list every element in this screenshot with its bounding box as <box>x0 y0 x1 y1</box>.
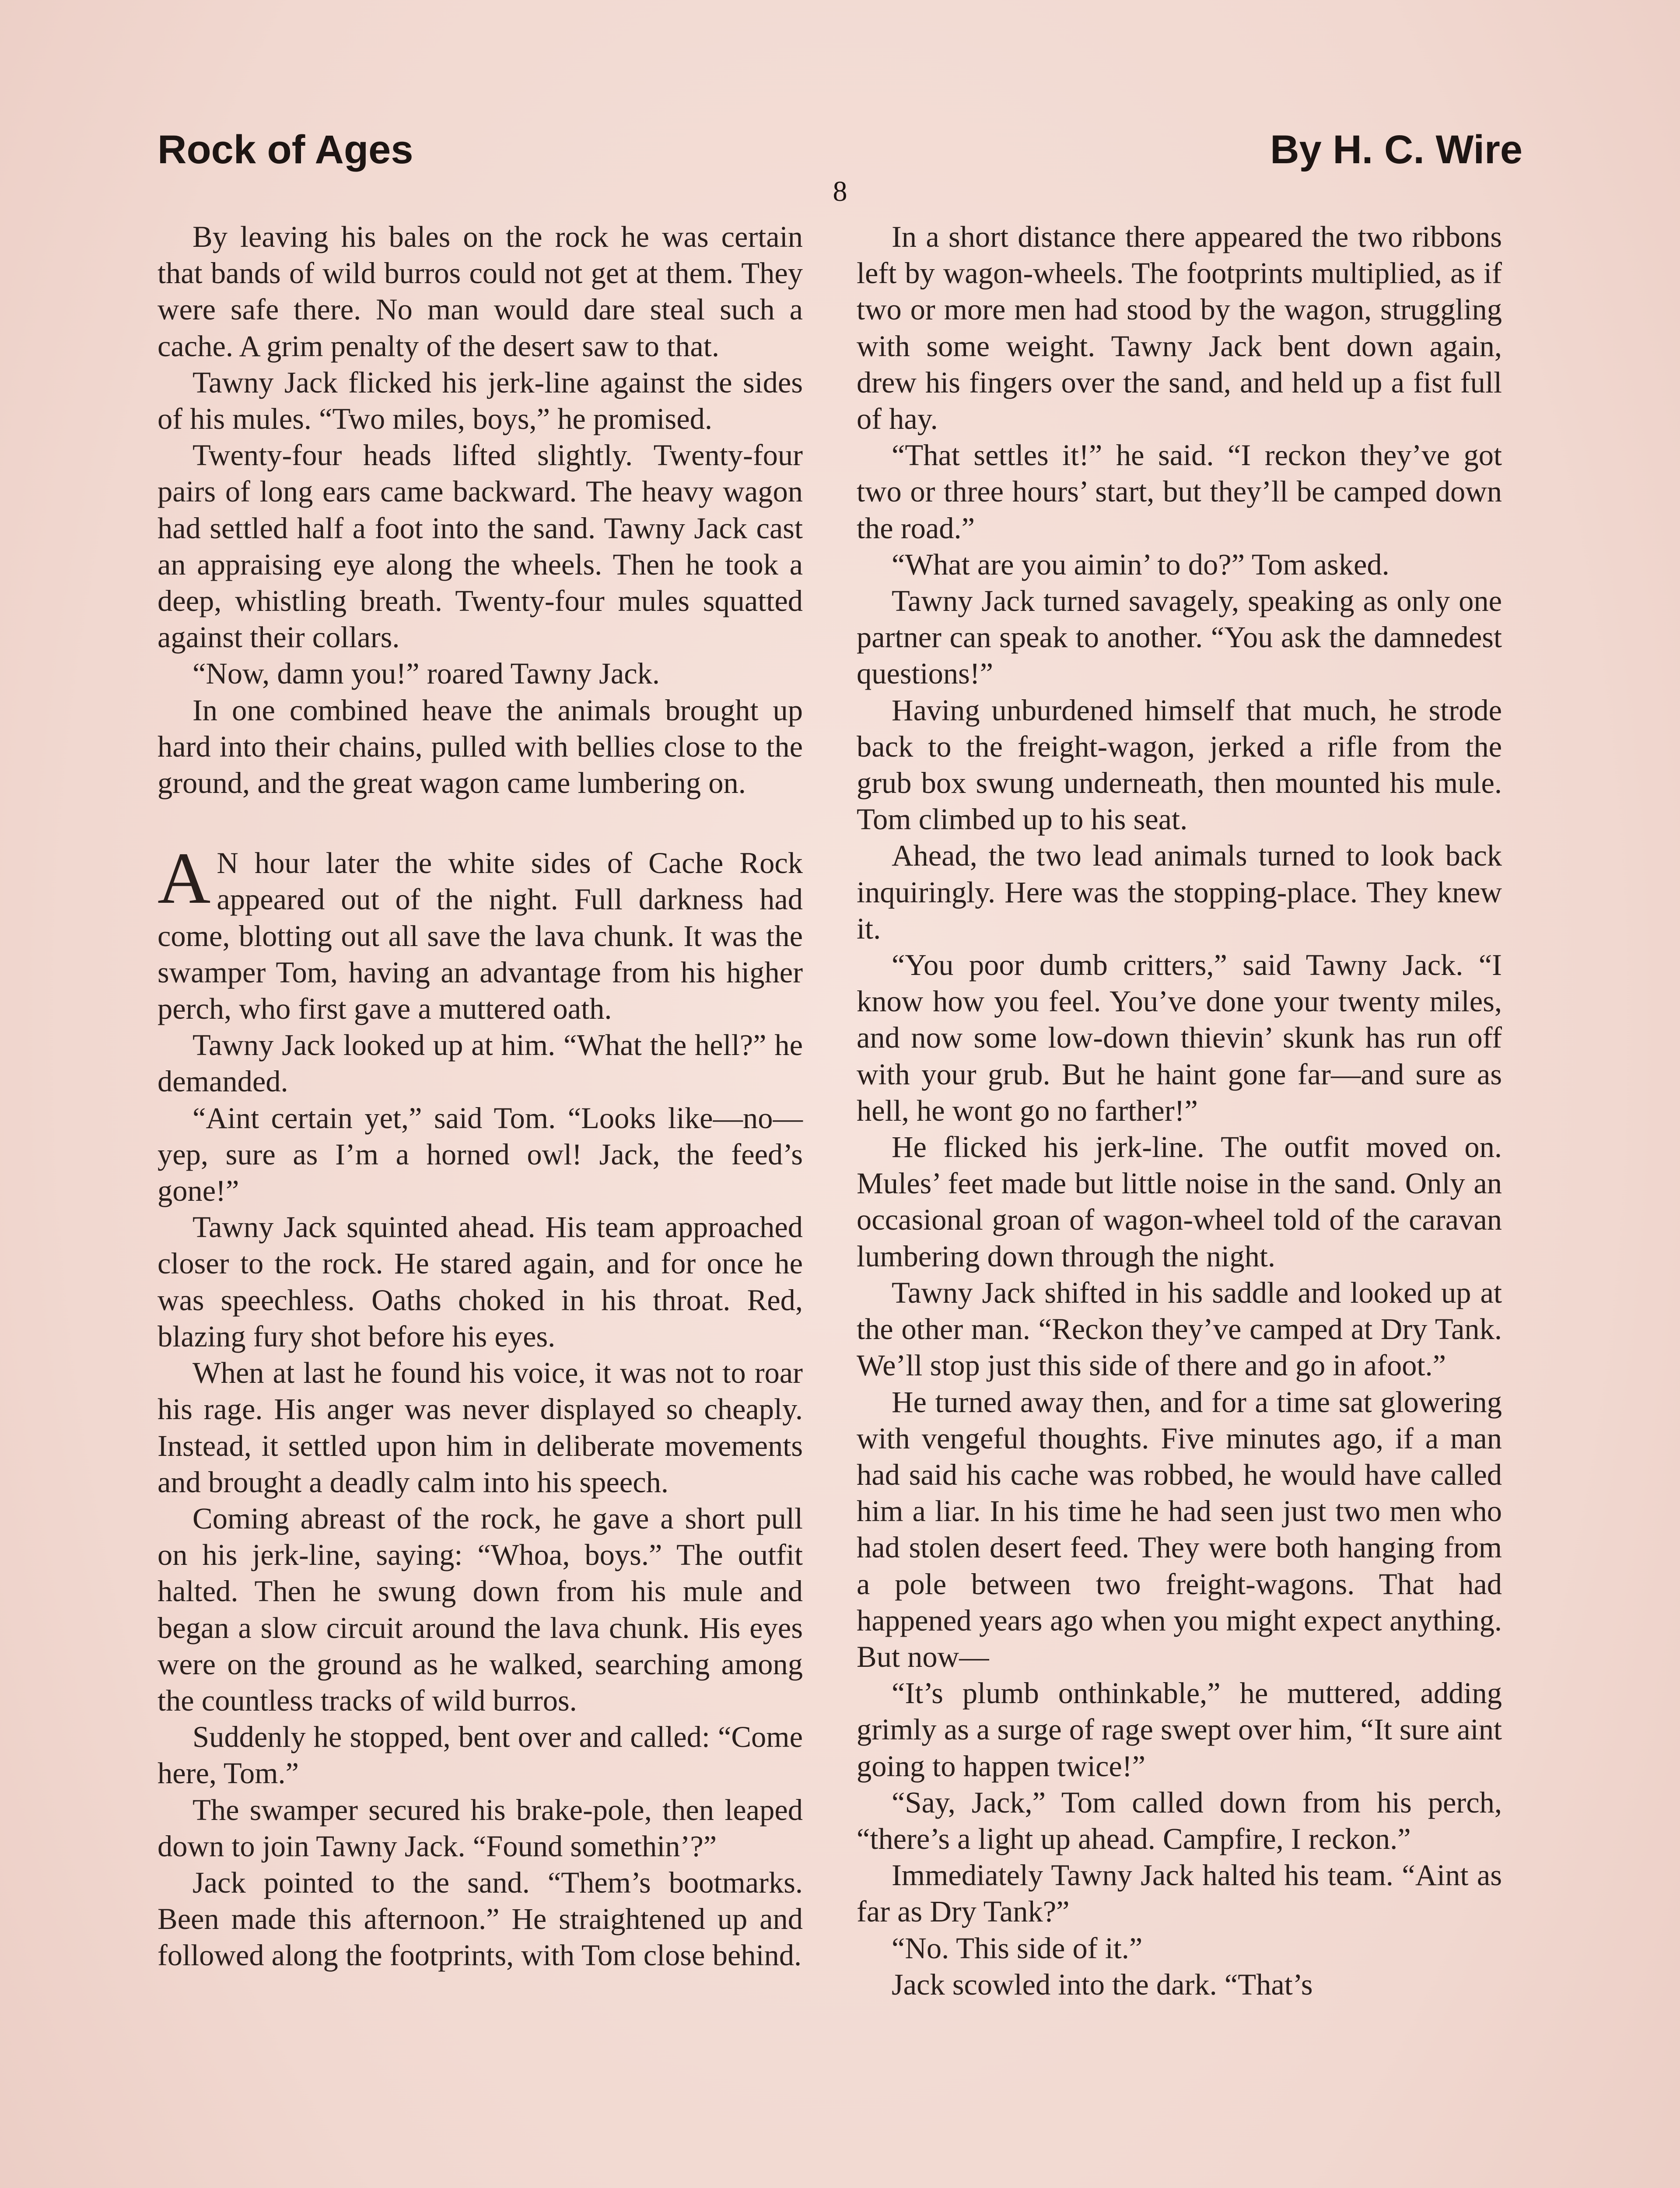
page-header <box>158 127 1522 207</box>
paragraph: Twenty-four heads lifted slightly. Twenty-four pairs of long ears came backward. The heavy wagon had settled half a foot into the sand. Tawny Jack cast an appraising eye along the wheels. Then he took a deep, whistling breath. Twenty-four mules squatted against their collars. <box>158 438 803 654</box>
paragraph: “Say, Jack,” Tom called down from his perch, “there’s a light up ahead. Campfire, I reckon.” <box>857 1785 1502 1855</box>
paragraph: Tawny Jack squinted ahead. His team approached closer to the rock. He stared again, and for once he was speechless. Oaths choked in his throat. Red, blazing fury shot before his eyes. <box>158 1210 803 1353</box>
drop-cap: A <box>158 838 211 919</box>
paragraph: He flicked his jerk-line. The outfit moved on. Mules’ feet made but little noise in the sand. Only an occasional groan of wagon-wheel told of the caravan lumbering down through the night. <box>857 1130 1502 1273</box>
paragraph: “You poor dumb critters,” said Tawny Jack. “I know how you feel. You’ve done your twenty miles, and now some low-down thievin’ skunk has run off with your grub. But he haint gone far—and sure as hell, he wont go no farther!” <box>857 948 1502 1127</box>
paragraph: “No. This side of it.” <box>892 1931 1143 1965</box>
paragraph: “Aint certain yet,” said Tom. “Looks like—no—yep, sure as I’m a horned owl! Jack, the feed’s gone!” <box>158 1101 803 1208</box>
paragraph: Jack scowled into the dark. “That’s <box>892 1967 1313 2001</box>
paragraph: Having unburdened himself that much, he strode back to the freight-wagon, jerked a rifle from the grub box swung underneath, then mounted his mule. Tom climbed up to his seat. <box>857 693 1502 836</box>
paragraph: By leaving his bales on the rock he was certain that bands of wild burros could not get at them. They were safe there. No man would dare steal such a cache. A grim penalty of the desert saw to that. <box>158 220 803 363</box>
right-column <box>857 219 1502 2003</box>
section-opening-text: N hour later the white sides of Cache Rock appeared out of the night. Full darkness had come, blotting out all save the lava chunk. It was the swamper Tom, having an advantage from his higher perch, who first gave a muttered oath. <box>158 846 803 1026</box>
story-title: Rock of Ages <box>158 127 413 172</box>
section-opening-paragraph <box>158 838 803 1027</box>
paragraph: “It’s plumb onthinkable,” he muttered, adding grimly as a surge of rage swept over him, “It sure aint going to happen twice!” <box>857 1676 1502 1783</box>
paragraph: In a short distance there appeared the two ribbons left by wagon-wheels. The footprints multiplied, as if two or more men had stood by the wagon, struggling with some weight. Tawny Jack bent down again, drew his fingers over the sand, and held up a fist full of hay. <box>857 220 1502 436</box>
paragraph: When at last he found his voice, it was not to roar his rage. His anger was never displayed so cheaply. Instead, it settled upon him in deliberate movements and brought a deadly calm into his speech. <box>158 1356 803 1499</box>
paragraph: “Now, damn you!” roared Tawny Jack. <box>192 657 660 691</box>
paragraph: Tawny Jack flicked his jerk-line against the sides of his mules. “Two miles, boys,” he promised. <box>158 365 803 436</box>
paragraph: Tawny Jack shifted in his saddle and looked up at the other man. “Reckon they’ve camped at Dry Tank. We’ll stop just this side of there and go in afoot.” <box>857 1276 1502 1382</box>
paragraph: “What are you aimin’ to do?” Tom asked. <box>892 547 1390 581</box>
paragraph: Tawny Jack turned savagely, speaking as only one partner can speak to another. “You ask the damnedest questions!” <box>857 584 1502 691</box>
paragraph: Jack pointed to the sand. “Them’s bootmarks. Been made this afternoon.” He straightened up and followed along the footprints, with Tom close behind. <box>158 1865 803 1972</box>
paragraph: Coming abreast of the rock, he gave a short pull on his jerk-line, saying: “Whoa, boys.” The outfit halted. Then he swung down from his mule and began a slow circuit around the lava chunk. His eyes were on the ground as he walked, searching among the countless tracks of wild burros. <box>158 1501 803 1717</box>
left-column <box>158 219 803 1974</box>
paragraph: Ahead, the two lead animals turned to look back inquiringly. Here was the stopping-place. They knew it. <box>857 839 1502 945</box>
page-number: 8 <box>833 175 847 207</box>
paragraph: In one combined heave the animals brought up hard into their chains, pulled with bellies close to the ground, and the great wagon came lumbering on. <box>158 693 803 800</box>
author-byline: By H. C. Wire <box>1270 127 1522 172</box>
paragraph: Tawny Jack looked up at him. “What the hell?” he demanded. <box>158 1028 803 1098</box>
paragraph: Suddenly he stopped, bent over and called: “Come here, Tom.” <box>158 1720 803 1790</box>
paragraph: The swamper secured his brake-pole, then leaped down to join Tawny Jack. “Found somethin’?” <box>158 1793 803 1863</box>
paragraph: He turned away then, and for a time sat glowering with vengeful thoughts. Five minutes ago, if a man had said his cache was robbed, he would have called him a liar. In his time he had seen just two men who had stolen desert feed. They were both hanging from a pole between two freight-wagons. That had happened years ago when you might expect anything. But now— <box>857 1385 1502 1673</box>
paragraph: “That settles it!” he said. “I reckon they’ve got two or three hours’ start, but they’ll be camped down the road.” <box>857 438 1502 545</box>
paragraph: Immediately Tawny Jack halted his team. “Aint as far as Dry Tank?” <box>857 1858 1502 1929</box>
